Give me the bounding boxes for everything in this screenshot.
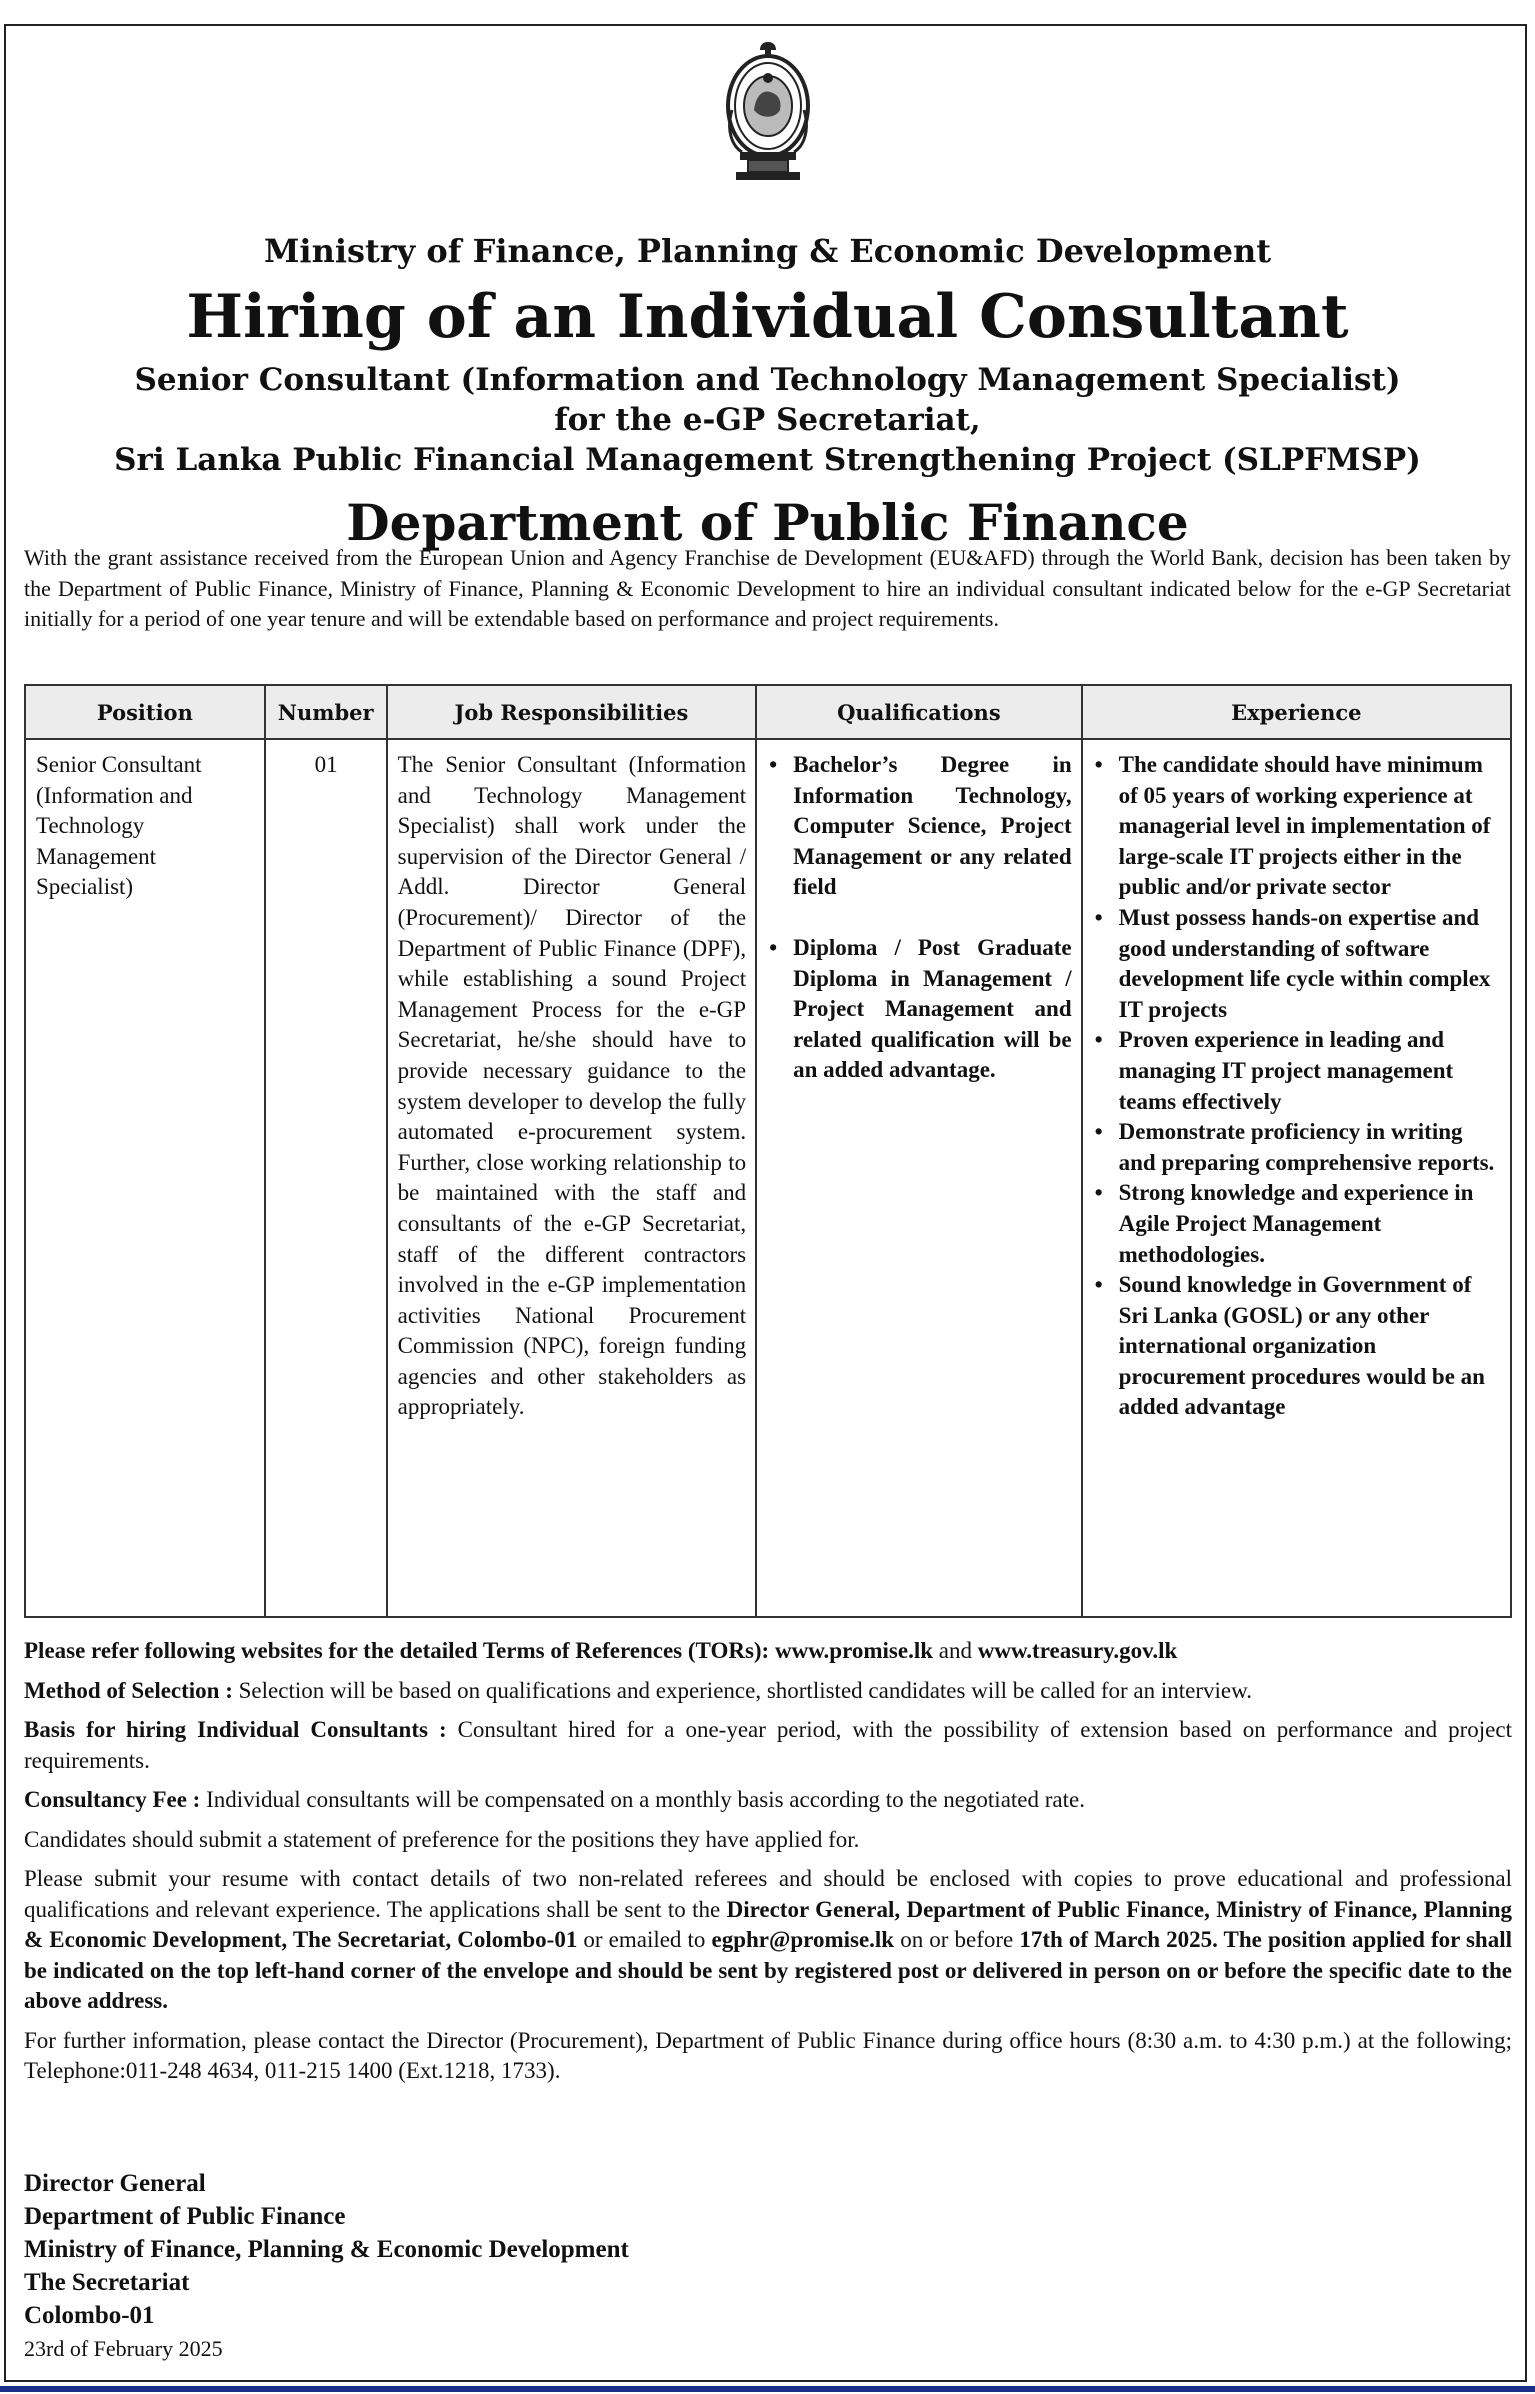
tor-text: Please refer following websites for the detailed Terms of References (TORs): — [24, 1638, 770, 1663]
column-header: Qualifications — [756, 685, 1082, 739]
submit-address: Director General, Department of Public Finance, Ministry of Finance, Planning & Economic Development, The Secretariat, Colombo-01 — [24, 1896, 1512, 1952]
column-header: Number — [265, 685, 387, 739]
website-link-treasury[interactable]: www.treasury.gov.lk — [977, 1638, 1178, 1663]
list-item: • Must possess hands-on expertise and good understanding of software development life cycle within complex IT projects — [1119, 903, 1501, 1025]
table-header-row — [25, 685, 1511, 739]
page-title: Hiring of an Individual Consultant — [186, 282, 1349, 352]
signature-line: Colombo-01 — [24, 2302, 155, 2329]
submit-text: or emailed to — [583, 1927, 706, 1952]
position-subtitle — [0, 360, 1535, 480]
column-header: Job Responsibilities — [387, 685, 756, 739]
qualifications-list — [767, 750, 1072, 1086]
basis-text: Consultant hired for a one-year period, with the possibility of extension based on performance and project requirements. — [24, 1717, 1512, 1773]
basis-label: Basis for hiring Individual Consultants : — [24, 1717, 447, 1742]
list-item: • Strong knowledge and experience in Agile Project Management methodologies. — [1119, 1178, 1501, 1270]
sri-lanka-emblem-icon — [718, 40, 818, 188]
website-link-promise[interactable]: www.promise.lk — [774, 1638, 934, 1663]
subtitle-line: Sri Lanka Public Financial Management Strengthening Project (SLPFMSP) — [114, 442, 1421, 478]
table-row — [25, 739, 1511, 1617]
list-item: • Sound knowledge in Government of Sri Lanka (GOSL) or any other international organization procurement procedures would be an added advantage — [1119, 1270, 1501, 1423]
submission-instructions — [24, 1864, 1512, 2017]
fee-text: Individual consultants will be compensated on a monthly basis according to the negotiated rate. — [206, 1787, 1085, 1812]
submit-text: on or before — [900, 1927, 1014, 1952]
department-name: Department of Public Finance — [346, 493, 1189, 552]
experience-list — [1093, 750, 1501, 1423]
column-header: Experience — [1082, 685, 1511, 739]
selection-text: Selection will be based on qualifications and experience, shortlisted candidates will be called for an interview. — [238, 1677, 1252, 1703]
signature-block — [24, 2167, 629, 2365]
list-item: • Bachelor’s Degree in Information Technology, Computer Science, Project Management or any related field — [793, 750, 1072, 903]
qualifications-cell — [756, 739, 1082, 1617]
list-item: • Proven experience in leading and managing IT project management teams effectively — [1119, 1025, 1501, 1117]
intro-paragraph: With the grant assistance received from the European Union and Agency Franchise de Development (EU&AFD) through the World Bank, decision has been taken by the Department of Public Finance, Ministry of Finance, Planning & Economic Development to hire an individual consultant indicated below for the e-GP Secretariat initially for a period of one year tenure and will be extendable based on performance and project requirements. — [24, 545, 1511, 631]
submit-text: Please submit your resume with contact details of two non-related referees and should be enclosed with copies to prove educational and professional qualifications and relevant experience. The applications shall be sent to the — [24, 1866, 1512, 1922]
contact-info: For further information, please contact the Director (Procurement), Department of Public Finance during office hours (8:30 a.m. to 4:30 p.m.) at the following; Telephone:011-248 4634, 011-215 1400 (Ext.1218, 1733). — [24, 2027, 1512, 2083]
bottom-rule — [0, 2386, 1535, 2392]
details-section — [24, 1636, 1512, 2096]
selection-method — [24, 1676, 1512, 1707]
column-header: Position — [25, 685, 265, 739]
signature-line: Director General — [24, 2170, 206, 2197]
email-link[interactable]: egphr@promise.lk — [711, 1927, 895, 1952]
position-cell: Senior Consultant (Information and Technology Management Specialist) — [25, 739, 265, 1617]
and-text: and — [938, 1638, 972, 1663]
submit-deadline: 17th of March 2025. The position applied for shall be indicated on the top left-hand corner of the envelope and should be sent by registered post or delivered in person on or before the specific date to the above address. — [24, 1927, 1512, 2013]
publication-date: 23rd of February 2025 — [24, 2336, 223, 2361]
subtitle-line: for the e-GP Secretariat, — [554, 402, 981, 438]
job-table — [24, 684, 1512, 1618]
fee-label: Consultancy Fee : — [24, 1787, 201, 1812]
signature-line: The Secretariat — [24, 2269, 190, 2296]
list-item: • The candidate should have minimum of 05 years of working experience at managerial level in implementation of large-scale IT projects either in the public and/or private sector — [1119, 750, 1501, 903]
selection-label: Method of Selection : — [24, 1677, 233, 1703]
experience-cell — [1082, 739, 1511, 1617]
consultancy-fee — [24, 1785, 1512, 1816]
list-item: • Diploma / Post Graduate Diploma in Management / Project Management and related qualification will be an added advantage. — [793, 933, 1072, 1086]
preference-note: Candidates should submit a statement of preference for the positions they have applied for. — [24, 1826, 860, 1852]
responsibilities-cell: The Senior Consultant (Information and Technology Management Specialist) shall work under the supervision of the Director General / Addl. Director General (Procurement)/ Director of the Department of Public Finance (DPF), while establishing a sound Project Management Process for the e-GP Secretariat, he/she should have to provide necessary guidance to the system developer to develop the fully automated e-procurement system. Further, close working relationship to be maintained with the staff and consultants of the e-GP Secretariat, staff of the different contractors involved in the e-GP implementation activities National Procurement Commission (NPC), foreign funding agencies and other stakeholders as appropriately. — [387, 739, 756, 1617]
header — [0, 40, 1535, 552]
list-item: • Demonstrate proficiency in writing and preparing comprehensive reports. — [1119, 1117, 1501, 1178]
ministry-name: Ministry of Finance, Planning & Economic Development — [263, 232, 1272, 270]
number-cell: 01 — [265, 739, 387, 1617]
signature-line: Ministry of Finance, Planning & Economic Development — [24, 2236, 629, 2263]
subtitle-line: Senior Consultant (Information and Technology Management Specialist) — [134, 362, 1401, 398]
signature-line: Department of Public Finance — [24, 2203, 346, 2230]
tor-reference — [24, 1636, 1512, 1667]
hiring-basis — [24, 1715, 1512, 1776]
